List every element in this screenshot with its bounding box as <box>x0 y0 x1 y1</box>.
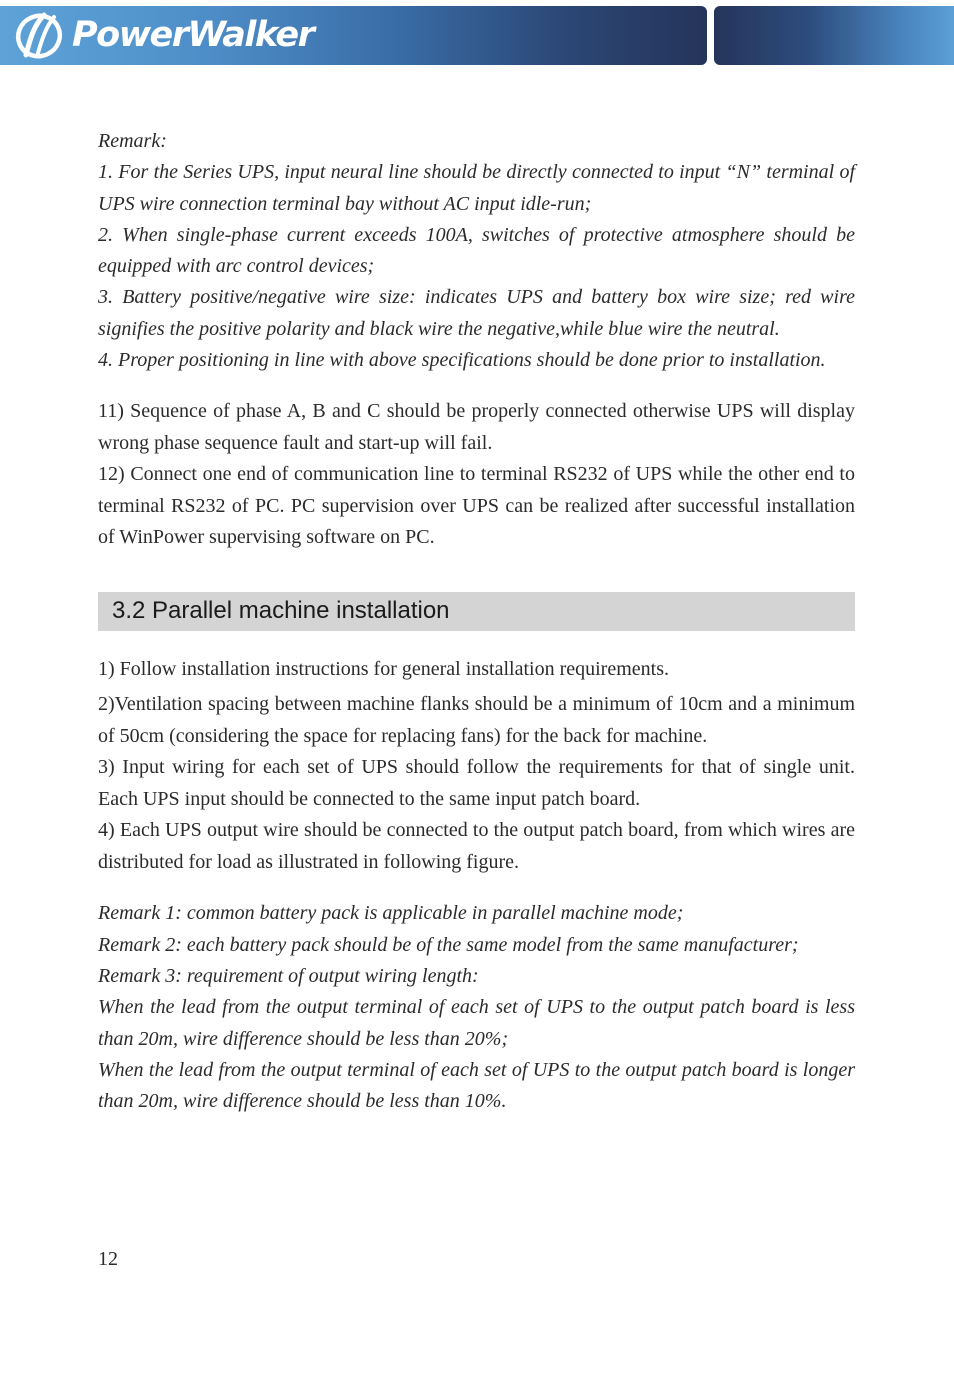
step-item: 2)Ventilation spacing between machine flanks should be a minimum of 10cm and a minimum of 50cm (considering the space for replacing fans) for the back for machine. <box>98 693 855 747</box>
page-number: 12 <box>98 1248 118 1270</box>
remark-item: Remark 2: each battery pack should be of the same model from the same manufacturer; <box>98 933 799 956</box>
remark-item: 3. Battery positive/negative wire size: indicates UPS and battery box wire size; red wire signifies the positive polarity and black wire the negative,while blue wire the neutral. <box>98 286 855 340</box>
remark-item: When the lead from the output terminal of each set of UPS to the output patch board is longer than 20m, wire difference should be less than 10%. <box>98 1058 855 1113</box>
section-title: 3.2 Parallel machine installation <box>112 597 450 625</box>
header-banner-right <box>714 6 954 65</box>
section-heading <box>98 592 855 631</box>
remark-item: 4. Proper positioning in line with above specifications should be done prior to installation. <box>98 349 826 372</box>
steps-block-parallel <box>98 654 855 879</box>
brand-logo <box>14 8 313 62</box>
remark-item: 2. When single-phase current exceeds 100A, switches of protective atmosphere should be equipped with arc control devices; <box>98 223 855 278</box>
step-item: 3) Input wiring for each set of UPS should follow the requirements for that of single unit. Each UPS input should be connected to the same input patch board. <box>98 756 855 810</box>
powerwalker-swoosh-logo-icon <box>14 9 66 61</box>
step-item: 12) Connect one end of communication line to terminal RS232 of UPS while the other end to terminal RS232 of PC. PC supervision over UPS can be realized after successful installation of WinPower supervising software on PC. <box>98 463 855 549</box>
step-item: 11) Sequence of phase A, B and C should be properly connected otherwise UPS will display wrong phase sequence fault and start-up will fail. <box>98 400 855 454</box>
remark-item: Remark 3: requirement of output wiring length: <box>98 964 479 987</box>
remark-block-top <box>98 126 855 376</box>
remark-block-parallel <box>98 898 855 1117</box>
remark-item: Remark 1: common battery pack is applicable in parallel machine mode; <box>98 902 684 925</box>
brand-name: PowerWalker <box>72 15 314 55</box>
step-item: 1) Follow installation instructions for general installation requirements. <box>98 657 669 680</box>
remark-title: Remark: <box>98 130 167 152</box>
step-item: 4) Each UPS output wire should be connected to the output patch board, from which wires are distributed for load as illustrated in following figure. <box>98 819 855 873</box>
page-content <box>98 126 855 1117</box>
remark-item: 1. For the Series UPS, input neural line should be directly connected to input “N” terminal of UPS wire connection terminal bay without AC input idle-run; <box>98 161 855 215</box>
remark-item: When the lead from the output terminal of each set of UPS to the output patch board is less than 20m, wire difference should be less than 20%; <box>98 996 855 1050</box>
steps-block-top <box>98 396 855 554</box>
